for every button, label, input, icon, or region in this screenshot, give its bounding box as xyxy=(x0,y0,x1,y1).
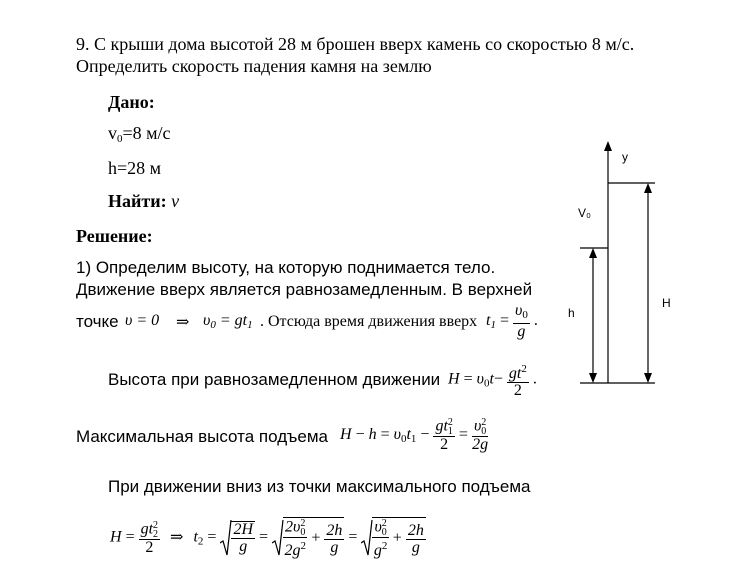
fr8-den: g xyxy=(330,538,339,556)
mh-eq2: = xyxy=(458,426,468,444)
solution-p1-line2: Движение вверх является равнозамедленным. В верхней xyxy=(76,280,533,299)
given-v0-sub: 0 xyxy=(117,133,123,145)
motion-diagram xyxy=(560,135,680,395)
t2-H: H xyxy=(110,528,122,546)
h-H: H xyxy=(448,370,460,388)
fraction-v0sq-over-2g xyxy=(472,418,488,453)
given-v0-symbol: v xyxy=(108,123,117,143)
plus-2: + xyxy=(392,529,402,547)
t1-eq: = xyxy=(499,312,509,330)
solution-p3: Максимальная высота подъема xyxy=(76,427,328,446)
implies-symbol-1: ⇒ xyxy=(176,314,190,331)
fr5-sub: 2 xyxy=(153,528,159,540)
find-value: v xyxy=(171,191,180,211)
diagram-H-label: H xyxy=(662,296,671,310)
solution-p2: Высота при равнозамедленном движении xyxy=(108,370,441,389)
t1-t: t xyxy=(486,312,491,330)
problem-line-1: 9. С крыши дома высотой 28 м брошен вверх камень со скоростью 8 м/с. xyxy=(76,34,635,54)
plus-1: + xyxy=(311,529,321,547)
fr2-sup: 2 xyxy=(521,363,527,375)
f1-rest: = gt xyxy=(215,312,248,329)
h-sub0: 0 xyxy=(483,377,490,390)
fr3-sub: 1 xyxy=(447,426,453,437)
solution-p4: При движении вниз из точки максимального подъема xyxy=(108,477,531,496)
mh-minus2: − xyxy=(420,426,430,444)
fr-g: g xyxy=(517,323,526,340)
formula-t2 xyxy=(110,517,426,559)
fr9-sup: 2 xyxy=(381,518,387,529)
t2-t: t xyxy=(193,528,198,546)
fr7-sub: 0 xyxy=(300,527,306,538)
fraction-v0-over-g xyxy=(513,303,530,340)
h-arrow-bottom xyxy=(589,373,597,383)
fr3-sup: 2 xyxy=(447,417,453,428)
diagram-h-label: h xyxy=(568,306,575,320)
fr5-den: 2 xyxy=(145,538,154,556)
fr9-num: υ xyxy=(374,518,382,536)
fr6-den: g xyxy=(239,538,248,555)
t2-sub: 2 xyxy=(197,535,204,548)
formula-t1 xyxy=(486,303,538,340)
fr7-den: 2g xyxy=(284,542,301,559)
fr9-den: g xyxy=(373,542,382,559)
f1-sub1: 1 xyxy=(247,319,253,331)
H-arrow-top xyxy=(644,183,652,193)
fr7-sup: 2 xyxy=(300,518,306,529)
fr2-gt: gt xyxy=(508,365,522,382)
mh-upsilon: υ xyxy=(393,426,401,444)
find-heading: Найти: xyxy=(108,191,167,211)
fr4-upsilon: υ xyxy=(473,417,482,435)
mh-minus1: − xyxy=(355,426,365,444)
given-v0 xyxy=(108,122,171,150)
fr2-den: 2 xyxy=(513,382,522,399)
mh-sub0: 0 xyxy=(400,433,407,446)
t2-eq3: = xyxy=(259,528,269,546)
diagram-y-label: y xyxy=(622,150,628,164)
fr5-sup: 2 xyxy=(153,519,159,531)
mh-t: t xyxy=(406,426,411,444)
y-axis-arrowhead xyxy=(604,141,612,151)
t2-eq1: = xyxy=(125,528,135,546)
fr9-den-sup: 2 xyxy=(381,540,388,552)
fr7-den-sup: 2 xyxy=(300,540,306,552)
find-line xyxy=(108,190,179,212)
t1-dot: . xyxy=(533,312,538,330)
solution-p1-line3-b: . Отсюда время движения вверх xyxy=(260,313,478,330)
formula-height xyxy=(448,361,537,399)
t2-eq4: = xyxy=(348,528,358,546)
fr5-gt: gt xyxy=(140,520,154,538)
diagram-v0-label: V₀ xyxy=(578,206,591,220)
formula-max-height xyxy=(340,418,488,453)
fr4-sub: 0 xyxy=(481,426,487,437)
fr10-den: g xyxy=(411,538,420,556)
solution-p1-line1: 1) Определим высоту, на которую поднимается тело. xyxy=(76,258,496,277)
sqrt-2H-over-g xyxy=(220,519,255,557)
mh-eq1: = xyxy=(380,426,390,444)
formula-upsilon-zero: υ = 0 xyxy=(125,312,160,329)
f1-upsilon: υ xyxy=(203,312,211,329)
fr-upsilon: υ xyxy=(514,302,523,319)
fr9-sub: 0 xyxy=(381,527,387,538)
fr8-num: 2h xyxy=(326,521,343,539)
fraction-v0sq-over-gsq xyxy=(372,519,388,559)
mh-H: H xyxy=(340,426,352,444)
mh-h: h xyxy=(368,426,377,444)
fraction-2h-over-g xyxy=(324,523,344,556)
problem-line-2: Определить скорость падения камня на землю xyxy=(76,56,432,76)
fraction-gt1sq-over-2 xyxy=(433,418,454,453)
fr4-den: 2g xyxy=(472,436,489,453)
sqrt-simplified xyxy=(361,517,425,559)
fr6-num: 2H xyxy=(233,521,253,538)
h-minus: − xyxy=(493,370,503,388)
fraction-2v0sq-over-2gsq xyxy=(283,519,307,559)
fr7-num: 2υ xyxy=(285,518,301,536)
sqrt-expanded xyxy=(272,517,344,559)
fr4-sup: 2 xyxy=(481,417,487,428)
fr3-den: 2 xyxy=(440,436,449,453)
given-v0-value: =8 м/с xyxy=(122,123,171,143)
h-arrow-top xyxy=(589,248,597,258)
fr-sub0: 0 xyxy=(522,309,528,321)
fraction-2h-over-g-2 xyxy=(406,523,426,556)
h-dot: . xyxy=(532,370,537,388)
fraction-gt2sq-over-2 xyxy=(139,521,160,556)
fr10-num: 2h xyxy=(407,521,424,539)
h-upsilon: υ xyxy=(476,370,484,388)
mh-sub1: 1 xyxy=(410,433,417,446)
implies-symbol-2: ⇒ xyxy=(170,528,184,546)
fraction-gt2-over-2 xyxy=(507,361,529,399)
h-eq: = xyxy=(463,370,473,388)
f1-sub0: 0 xyxy=(210,319,216,331)
H-arrow-bottom xyxy=(644,373,652,383)
t1-sub: 1 xyxy=(490,319,496,332)
h-t: t xyxy=(489,370,494,388)
fr3-gt: gt xyxy=(435,417,448,435)
given-heading: Дано: xyxy=(108,92,155,112)
given-h: h=28 м xyxy=(108,158,162,178)
formula-v0-gt1 xyxy=(203,312,253,331)
t2-eq2: = xyxy=(207,528,217,546)
solution-p1-line3-a: точке xyxy=(76,312,119,331)
solution-heading: Решение: xyxy=(76,226,153,246)
